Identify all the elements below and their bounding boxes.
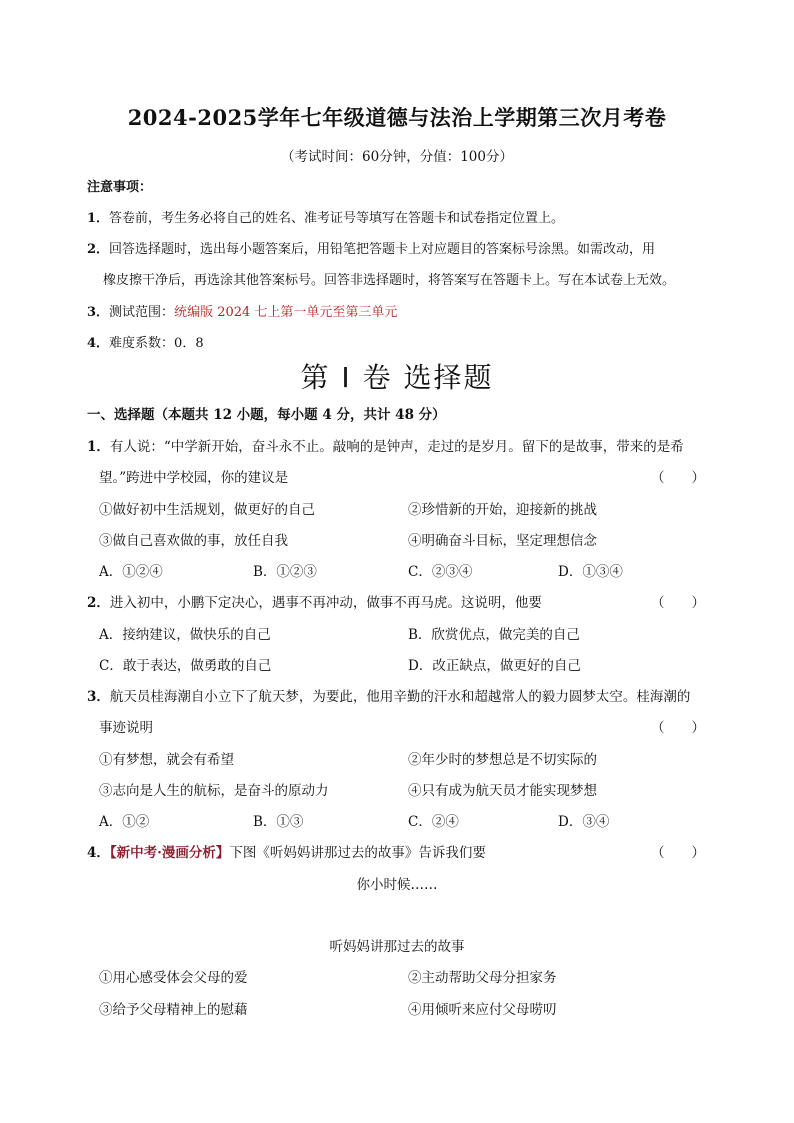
test-scope: 统编版 2024 七上第一单元至第三单元 — [174, 305, 398, 320]
question-1 — [87, 435, 684, 455]
note-text: 难度系数：0．8 — [109, 336, 204, 351]
answer-paren-2: （ ） — [651, 595, 705, 611]
note-3 — [87, 301, 397, 320]
question-number: 1． — [87, 439, 110, 455]
note-4 — [87, 332, 204, 351]
statement: ①做好初中生活规划，做更好的自己 — [99, 502, 315, 518]
answer-paren-4: （ ） — [651, 845, 705, 861]
option-b: B．欣赏优点，做完美的自己 — [408, 627, 580, 643]
statement: ③给予父母精神上的慰藉 — [99, 1002, 248, 1018]
question-2 — [87, 591, 542, 611]
question-3-line-2: 事迹说明 — [99, 720, 153, 736]
option-b: B．①③ — [253, 814, 304, 830]
note-text: 橡皮擦干净后，再选涂其他答案标号。回答非选择题时，将答案写在答题卡上。写在本试卷上无效。 — [103, 273, 676, 288]
option-d: D．①③④ — [558, 564, 623, 580]
note-number: 4． — [87, 336, 110, 351]
question-text: 航天员桂海潮自小立下了航天梦，为要此，他用辛勤的汗水和超越常人的毅力圆梦太空。桂海潮的 — [109, 689, 691, 705]
question-number: 2． — [87, 595, 110, 611]
statement: ③做自己喜欢做的事，放任自我 — [99, 533, 288, 549]
note-label: 测试范围： — [109, 305, 175, 320]
note-number: 2． — [87, 242, 110, 257]
answer-paren-1: （ ） — [651, 470, 705, 486]
question-text: 进入初中，小鹏下定决心，遇事不再冲动，做事不再马虎。这说明，他要 — [109, 595, 542, 611]
question-text: 有人说：“中学新开始，奋斗永不止。敲响的是钟声，走过的是岁月。留下的是故事，带来的是希 — [109, 439, 684, 455]
note-text: 答卷前，考生务必将自己的姓名、准考证号等填写在答题卡和试卷指定位置上。 — [109, 211, 565, 226]
statement: ②年少时的梦想总是不切实际的 — [408, 752, 597, 768]
question-tag: 【新中考·漫画分析】 — [109, 845, 230, 861]
option-b: B．①②③ — [253, 564, 317, 580]
part-title: 一、选择题（本题共 12 小题，每小题 4 分，共计 48 分） — [87, 407, 446, 423]
statement: ①用心感受体会父母的爱 — [99, 970, 248, 986]
question-text: 下图《听妈妈讲那过去的故事》告诉我们要 — [229, 845, 486, 861]
question-1-line-2: 望。”跨进中学校园，你的建议是 — [99, 470, 289, 486]
section-title: 第 I 卷 选择题 — [300, 361, 494, 394]
note-text: 回答选择题时，选出每小题答案后，用铅笔把答题卡上对应题目的答案标号涂黑。如需改动，用 — [109, 242, 656, 257]
option-c: C．敢于表达，做勇敢的自己 — [99, 658, 272, 674]
statement: ②珍惜新的开始，迎接新的挑战 — [408, 502, 597, 518]
note-2-continued — [103, 269, 675, 288]
statement: ④用倾听来应付父母唠叨 — [408, 1002, 557, 1018]
note-number: 1． — [87, 211, 110, 226]
option-c: C．②③④ — [408, 564, 473, 580]
statement: ③志向是人生的航标，是奋斗的原动力 — [99, 783, 329, 799]
note-1 — [87, 207, 564, 226]
statement: ①有梦想，就会有希望 — [99, 752, 234, 768]
option-c: C．②④ — [408, 814, 459, 830]
question-4 — [87, 841, 486, 861]
cartoon-caption: 听妈妈讲那过去的故事 — [329, 939, 465, 955]
question-number: 3． — [87, 689, 110, 705]
option-a: A．接纳建议，做快乐的自己 — [99, 627, 271, 643]
option-a: A．①②④ — [99, 564, 163, 580]
exam-subtitle: （考试时间：60分钟，分值：100分） — [281, 149, 513, 165]
statement: ②主动帮助父母分担家务 — [408, 970, 557, 986]
question-3 — [87, 685, 690, 705]
answer-paren-3: （ ） — [651, 720, 705, 736]
statement: ④明确奋斗目标，坚定理想信念 — [408, 533, 597, 549]
option-d: D．改正缺点，做更好的自己 — [408, 658, 581, 674]
option-d: D．③④ — [558, 814, 610, 830]
cartoon-top-text: 你小时候…… — [356, 877, 438, 893]
question-number: 4． — [87, 845, 110, 861]
note-number: 3． — [87, 305, 110, 320]
notes-heading: 注意事项： — [87, 180, 153, 195]
option-a: A．①② — [99, 814, 150, 830]
statement: ④只有成为航天员才能实现梦想 — [408, 783, 597, 799]
exam-title: 2024-2025学年七年级道德与法治上学期第三次月考卷 — [127, 105, 667, 130]
note-2 — [87, 238, 655, 257]
